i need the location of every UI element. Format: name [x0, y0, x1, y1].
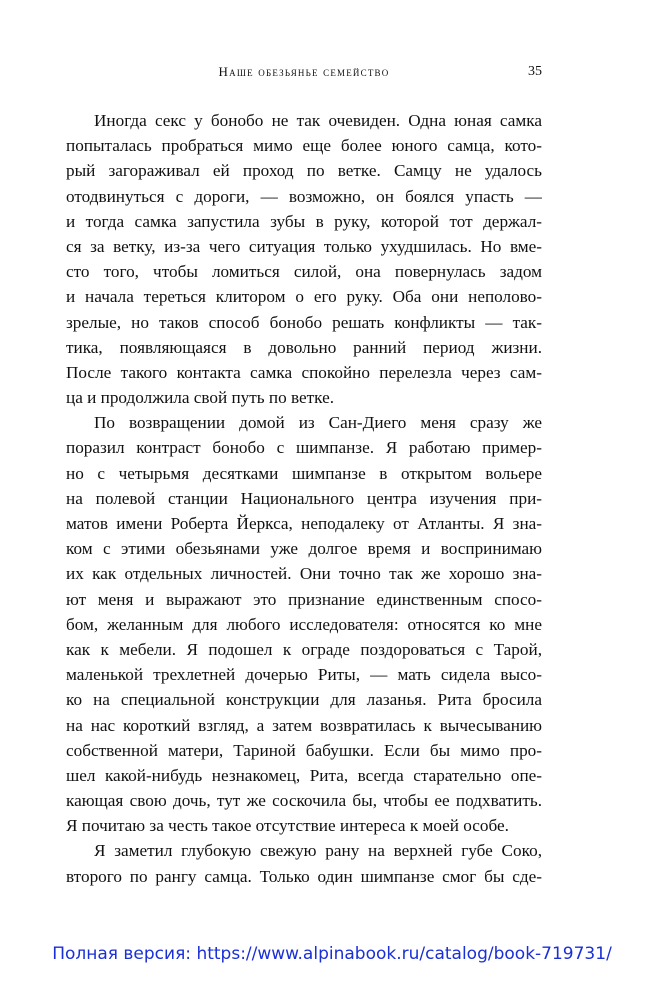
text-line: бом, желанным для любого исследователя: относятся ко мне — [66, 614, 542, 634]
text-line: их как отдельных личностей. Они точно так же хорошо зна- — [66, 564, 542, 584]
text-line: и начала тереться клитором о его руку. Оба они неполово- — [66, 287, 542, 307]
text-line: поразил контраст бонобо с шимпанзе. Я работаю пример- — [66, 438, 542, 458]
text-line: После такого контакта самка спокойно перелезла через сам- — [66, 362, 542, 382]
running-head — [66, 62, 542, 86]
paragraph-3 — [66, 838, 542, 888]
text-line: Иногда секс у бонобо не так очевиден. Одна юная самка — [94, 111, 542, 130]
body-text — [66, 108, 542, 889]
text-line: рый загораживал ей проход по ветке. Самцу не удалось — [66, 161, 542, 181]
text-line: тика, появляющаяся в довольно ранний период жизни. — [66, 337, 542, 357]
text-line: отодвинуться с дороги, — возможно, он боялся упасть — — [66, 186, 542, 206]
text-line: на нас короткий взгляд, а затем возвратилась к вычесыванию — [66, 715, 542, 735]
text-line: но с четырьмя десятками шимпанзе в открытом вольере — [66, 463, 542, 483]
text-line: ко на специальной конструкции для лазанья. Рита бросила — [66, 690, 542, 710]
text-line: и тогда самка запустила зубы в руку, которой тот держал- — [66, 211, 542, 231]
running-title: Наше обезьянье семейство — [218, 64, 390, 79]
text-line: попыталась пробраться мимо еще более юного самца, кото- — [66, 136, 542, 156]
page-number: 35 — [528, 64, 542, 79]
text-line: ся за ветку, из-за чего ситуация только ухудшилась. Но вме- — [66, 236, 542, 256]
text-line: По возвращении домой из Сан-Диего меня сразу же — [94, 413, 542, 433]
text-line: кающая свою дочь, тут же соскочила бы, чтобы ее подхватить. — [66, 791, 542, 811]
paragraph-1 — [66, 108, 542, 410]
full-version-link[interactable]: Полная версия: https://www.alpinabook.ru/catalog/book-719731/ — [52, 944, 612, 964]
text-line: ют меня и выражают это признание единственным спосо- — [66, 589, 542, 609]
text-line: на полевой станции Национального центра изучения при- — [66, 488, 542, 508]
text-line: ца и продолжила свой путь по ветке. — [66, 388, 335, 408]
text-line: как к мебели. Я подошел к ограде поздороваться с Тарой, — [66, 639, 542, 659]
text-line: второго по рангу самца. Только один шимпанзе смог бы сде- — [66, 866, 542, 886]
text-line: шел какой-нибудь незнакомец, Рита, всегда старательно опе- — [66, 765, 542, 785]
text-line: маленькой трехлетней дочерью Риты, — мать сидела высо- — [66, 665, 542, 685]
text-line: сто того, чтобы ломиться силой, она повернулась задом — [66, 262, 542, 282]
text-line: собственной матери, Тариной бабушки. Если бы мимо про- — [66, 740, 542, 760]
paragraph-2 — [66, 410, 542, 838]
text-line: зрелые, но таков способ бонобо решать конфликты — так- — [66, 312, 542, 332]
text-line: Я почитаю за честь такое отсутствие интереса к моей особе. — [66, 816, 509, 836]
text-line: Я заметил глубокую свежую рану на верхней губе Соко, — [94, 841, 542, 861]
text-line: ком с этими обезьянами уже долгое время и воспринимаю — [66, 539, 542, 559]
text-line: матов имени Роберта Йеркса, неподалеку от Атланты. Я зна- — [66, 514, 542, 533]
